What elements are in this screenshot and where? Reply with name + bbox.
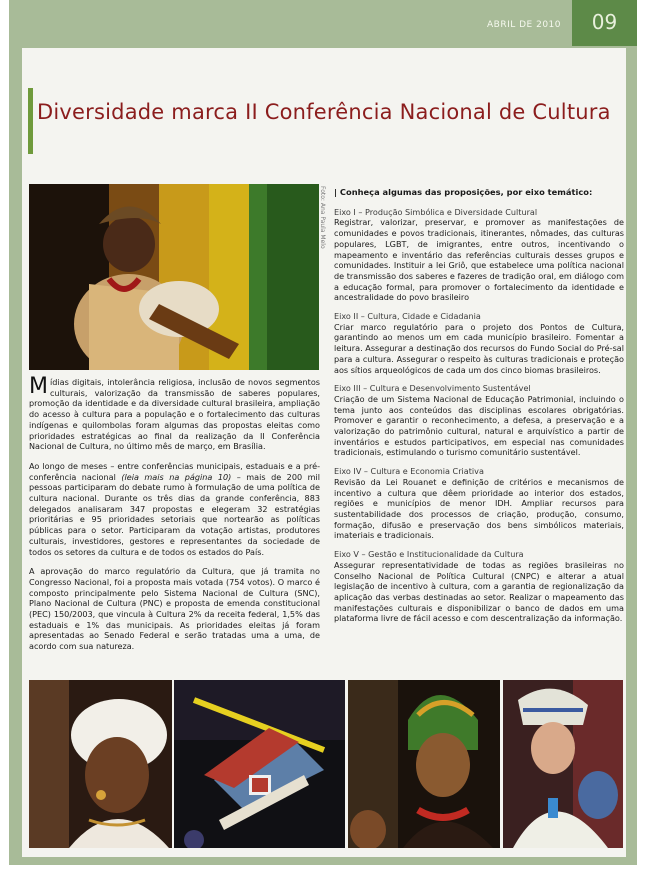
miniature-house-photo bbox=[174, 680, 345, 848]
axis-2 bbox=[334, 311, 624, 375]
axis-heading: Eixo II – Cultura, Cidade e Cidadania bbox=[334, 311, 481, 322]
axis-heading: Eixo V – Gestão e Institucionalidade da Cultura bbox=[334, 549, 524, 560]
page-number: 09 bbox=[591, 10, 618, 34]
axis-heading: Eixo I – Produção Simbólica e Diversidade Cultural bbox=[334, 206, 538, 217]
issue-date: ABRIL DE 2010 bbox=[487, 20, 561, 30]
axis-1 bbox=[334, 207, 624, 303]
indigenous-man-photo bbox=[348, 680, 500, 848]
page-number-box bbox=[572, 0, 637, 46]
axis-text: Criar marco regulatório para o projeto dos Pontos de Cultura, garantindo ao menos um em cada município brasileiro. Fomentar a leitura. Assegurar a destinação dos recursos do Fundo Social do Pré-sal para a cultura. Assegurar o respeito às culturas tradicionais e proteção aos sítios arqueológicos de cada um dos cinco biomas brasileiros. bbox=[334, 321, 624, 375]
axis-4 bbox=[334, 466, 624, 541]
axis-text: Revisão da Lei Rouanet e definição de critérios e mecanismos de incentivo a cultura que dêem prioridade ao interior dos estados, regiões e municípios de menor IDH. Ampliar recursos para sustentabilidade dos processos de criação, produção, consumo, formação, difusão e preservação dos bens simbólicos materiais, imateriais e tradicionais. bbox=[334, 476, 624, 541]
article-body-left bbox=[29, 374, 320, 661]
proposals-intro: | Conheça algumas das proposições, por eixo temático: bbox=[334, 187, 593, 197]
photo-credit: Foto: Ana Paula Melo bbox=[319, 186, 326, 249]
proposals-column bbox=[334, 187, 624, 632]
lead-paragraph bbox=[29, 374, 320, 452]
festival-participant-photo bbox=[503, 680, 623, 848]
paragraph-2-text: Ao longo de meses – entre conferências municipais, estaduais e a pré-conferência nacional bbox=[29, 460, 320, 482]
woman-turban-photo bbox=[29, 680, 172, 848]
paragraph-2-text-cont: – mais de 200 mil pessoas participaram do debate rumo à formulação de uma política de cultura nacional. Durante os três dias da grande conferência, 883 delegados analisaram 347 propostas e elegeram 32 estratégias prioritárias e 95 prioridades setoriais que nortearão as políticas públicas para o setor. Participaram da votação artistas, produtores culturais, investidores, gestores e representantes da sociedade de todos os setores da cultura e de todos os estados do País. bbox=[29, 471, 320, 557]
paragraph-2 bbox=[29, 461, 320, 557]
axis-5 bbox=[334, 549, 624, 624]
axis-text: Registrar, valorizar, preservar, e promover as manifestações de comunidades e povos tradicionais, itinerantes, nômades, das culturas populares, LGBT, de imigrantes, entre outros, incentivando o mapeamento e inventário das referências culturais desses grupos e comunidades. Instituir a lei Griô, que estabelece uma política nacional de transmissão dos saberes e fazeres de tradição oral, em diálogo com a educação formal, para promover o fortalecimento da identidade e ancestralidade do povo brasileiro bbox=[334, 217, 624, 303]
axis-heading: Eixo III – Cultura e Desenvolvimento Sustentável bbox=[334, 383, 531, 394]
page-reference: (leia mais na página 10) bbox=[121, 471, 232, 482]
axis-3 bbox=[334, 383, 624, 458]
drop-cap: M bbox=[29, 374, 48, 399]
axis-text: Criação de um Sistema Nacional de Educação Patrimonial, incluindo o tema junto aos conteúdos das disciplinas escolares obrigatórias. Promover e garantir o reconhecimento, a defesa, a preservação e a valorização do patrimônio cultural, natural e arquivístico a partir de inventários e estudos participativos, em especial nas comunidades tradicionais, estimulando o turismo comunitário sustentável. bbox=[334, 393, 624, 458]
title-accent-bar bbox=[28, 88, 33, 154]
drummer-photo bbox=[29, 184, 319, 370]
paragraph-3: A aprovação do marco regulatório da Cultura, que já tramita no Congresso Nacional, foi a proposta mais votada (754 votos). O marco é composto principalmente pelo Sistema Nacional de Cultura (SNC), Plano Nacional de Cultura (PNC) e proposta de emenda constitucional (PEC) 150/2003, que vincula à Cultura 2% da receita federal, 1,5% das estaduais e 1% das municipais. As prioridades eleitas já foram apresentadas ao Senado Federal e serão tratadas uma a uma, de acordo com sua natureza. bbox=[29, 566, 320, 652]
axis-text: Assegurar representatividade de todas as regiões brasileiras no Conselho Nacional de Política Cultural (CNPC) e alterar a atual legislação de incentivo à cultura, com a garantia de regionalização da aplicação das verbas destinadas ao setor. Realizar o mapeamento das manifestações culturais e disponibilizar o banco de dados em uma plataforma livre de fácil acesso e com descentralização da informação. bbox=[334, 559, 624, 624]
article-title: Diversidade marca II Conferência Nacional de Cultura bbox=[37, 100, 611, 124]
axis-heading: Eixo IV – Cultura e Economia Criativa bbox=[334, 466, 484, 477]
lead-text: ídias digitais, intolerância religiosa, inclusão de novos segmentos culturais, valorização da transmissão de saberes populares, promoção da identidade e da diversidade cultural brasileira, ampliação do acesso à cultura para a população e o fortalecimento das culturas indígenas e quilombolas foram algumas das propostas eleitas como prioridades estratégicas ao final da realização da II Conferência Nacional de Cultura, no último mês de março, em Brasília. bbox=[29, 377, 320, 452]
